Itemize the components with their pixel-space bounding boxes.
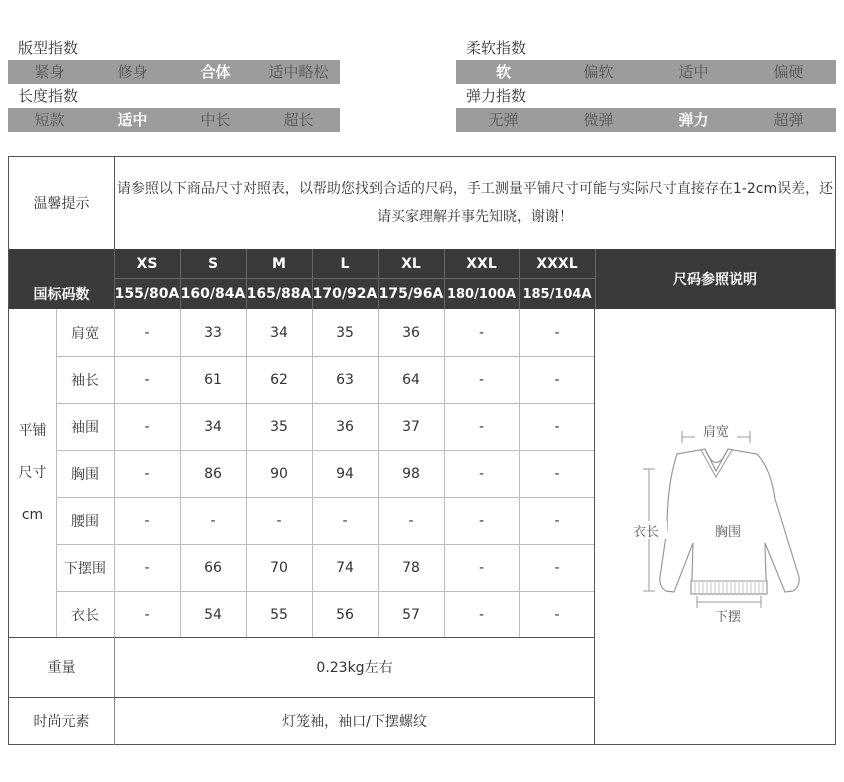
style-index-bar — [8, 60, 340, 84]
divider — [56, 309, 57, 637]
length-index — [8, 85, 340, 132]
measure-value: - — [144, 324, 150, 341]
elasticity-index — [456, 85, 836, 132]
intl-code: 170/92A — [312, 286, 378, 302]
measure-value: - — [478, 512, 485, 529]
softness-option: 偏软 — [583, 63, 614, 81]
measure-value: - — [554, 324, 560, 341]
measure-value: - — [342, 512, 348, 529]
measure-value: 34 — [270, 324, 288, 341]
style-option-selected: 合体 — [200, 63, 231, 81]
measure-value: - — [144, 606, 150, 623]
measure-value: 33 — [204, 324, 222, 341]
size-header: XL — [401, 256, 421, 272]
measure-value: - — [554, 559, 560, 576]
divider — [519, 309, 520, 637]
measure-value: - — [478, 418, 485, 435]
measure-value: - — [478, 371, 485, 388]
softness-index-label: 柔软指数 — [466, 39, 527, 57]
style-index — [8, 37, 340, 84]
measure-value: - — [478, 324, 485, 341]
intl-code: 175/96A — [378, 286, 444, 302]
style-index-label: 版型指数 — [18, 39, 79, 57]
divider — [56, 356, 595, 357]
measure-value: - — [144, 371, 150, 388]
softness-index — [456, 37, 836, 84]
intl-code: 180/100A — [446, 286, 517, 302]
intl-code: 155/80A — [114, 286, 180, 302]
measure-value: - — [144, 465, 150, 482]
measure-value: 66 — [204, 559, 222, 576]
length-index-label: 长度指数 — [18, 87, 79, 105]
measure-value: - — [554, 418, 560, 435]
divider — [56, 544, 595, 545]
measure-value: - — [478, 559, 485, 576]
size-header: S — [207, 256, 219, 272]
flat-measure-line: 平铺 — [18, 423, 47, 439]
measure-value: 54 — [204, 606, 222, 623]
measure-value: 86 — [204, 465, 222, 482]
measure-value: 35 — [270, 418, 288, 435]
intl-code: 160/84A — [180, 286, 246, 302]
divider — [312, 309, 313, 637]
measure-value: 35 — [336, 324, 354, 341]
length-option-selected: 适中 — [117, 111, 148, 129]
measure-name: 衣长 — [71, 607, 99, 624]
style-option: 修身 — [117, 63, 148, 81]
softness-option: 偏硬 — [773, 63, 804, 81]
intl-code-label: 国标码数 — [33, 287, 90, 303]
chest-label: 胸围 — [714, 524, 741, 540]
measure-name: 袖长 — [71, 372, 99, 389]
divider — [114, 309, 115, 637]
measure-value: 34 — [204, 418, 222, 435]
tip-text: 请参照以下商品尺寸对照表，以帮助您找到合适的尺码，手工测量平铺尺寸可能与实际尺寸直接存在1-2cm误差，还请买家理解并事先知晓，谢谢！ — [116, 181, 834, 225]
softness-option: 适中 — [678, 63, 709, 81]
divider — [114, 249, 115, 309]
measure-value: - — [554, 465, 560, 482]
length-option: 中长 — [200, 111, 231, 129]
measure-value: - — [144, 512, 150, 529]
measure-value: - — [554, 371, 560, 388]
intl-code: 165/88A — [246, 286, 312, 302]
divider — [595, 249, 596, 309]
measure-value: 63 — [336, 371, 354, 388]
measure-value: 74 — [336, 559, 354, 576]
weight-label: 重量 — [47, 660, 76, 676]
measure-value: 56 — [336, 606, 354, 623]
elasticity-index-label: 弹力指数 — [466, 87, 527, 105]
shoulder-width-label: 肩宽 — [695, 421, 737, 439]
measure-value: 98 — [402, 465, 420, 482]
flat-measure-label — [9, 309, 56, 637]
divider — [114, 278, 595, 279]
size-header: L — [340, 256, 350, 272]
measure-value: - — [276, 512, 282, 529]
fashion-value: 灯笼袖，袖口/下摆螺纹 — [282, 714, 427, 730]
measure-value: 64 — [402, 371, 420, 388]
measure-value: 37 — [402, 418, 420, 435]
measure-value: 70 — [270, 559, 288, 576]
measure-value: 55 — [270, 606, 288, 623]
divider — [246, 309, 247, 637]
measure-value: 78 — [402, 559, 420, 576]
divider — [56, 450, 595, 451]
length-index-bar — [8, 108, 340, 132]
sweater-diagram — [595, 309, 836, 745]
measure-value: - — [144, 418, 150, 435]
measure-value: 61 — [204, 371, 222, 388]
intl-code: 185/104A — [522, 286, 592, 302]
measure-value: 57 — [402, 606, 420, 623]
measure-name: 袖围 — [71, 419, 99, 436]
measure-value: 62 — [270, 371, 288, 388]
measure-name: 肩宽 — [71, 325, 99, 342]
divider — [246, 249, 247, 309]
divider — [378, 309, 379, 637]
divider — [56, 591, 595, 592]
divider — [378, 249, 379, 309]
divider — [56, 403, 595, 404]
size-header: M — [272, 256, 286, 272]
flat-measure-line: cm — [21, 507, 44, 523]
elasticity-option: 无弹 — [488, 111, 519, 129]
elasticity-option: 微弹 — [583, 111, 614, 129]
softness-index-bar — [456, 60, 836, 84]
measure-value: - — [210, 512, 216, 529]
style-option: 紧身 — [34, 63, 65, 81]
measure-value: 90 — [270, 465, 288, 482]
elasticity-index-bar — [456, 108, 836, 132]
size-header: XS — [136, 256, 158, 272]
length-option: 短款 — [34, 111, 65, 129]
flat-measure-line: 尺寸 — [18, 465, 47, 481]
weight-value: 0.23kg左右 — [316, 660, 393, 676]
measure-value: 94 — [336, 465, 354, 482]
garment-length-label: 衣长 — [625, 521, 667, 539]
divider — [444, 249, 445, 309]
divider — [519, 249, 520, 309]
measure-value: - — [554, 512, 560, 529]
elasticity-option: 超弹 — [773, 111, 804, 129]
fashion-label: 时尚元素 — [33, 714, 90, 730]
softness-option-selected: 软 — [495, 63, 511, 81]
tip-label: 温馨提示 — [33, 196, 90, 212]
size-header: XXXL — [536, 256, 578, 272]
measure-value: - — [554, 606, 560, 623]
size-reference-label: 尺码参照说明 — [673, 272, 757, 288]
measure-value: - — [478, 606, 485, 623]
measure-value: - — [408, 512, 414, 529]
length-option: 超长 — [283, 111, 314, 129]
measure-value: 36 — [402, 324, 420, 341]
size-header: XXL — [466, 256, 497, 272]
measure-name: 胸围 — [71, 466, 99, 483]
elasticity-option-selected: 弹力 — [678, 111, 709, 129]
hem-label: 下摆 — [714, 609, 741, 625]
measure-name: 下摆围 — [64, 560, 106, 577]
divider — [312, 249, 313, 309]
measure-value: 36 — [336, 418, 354, 435]
divider — [444, 309, 445, 637]
measure-value: - — [478, 465, 485, 482]
divider — [180, 249, 181, 309]
size-table — [8, 156, 836, 745]
divider — [56, 497, 595, 498]
measure-value: - — [144, 559, 150, 576]
style-option: 适中略松 — [268, 63, 329, 81]
measure-name: 腰围 — [71, 513, 99, 530]
divider — [180, 309, 181, 637]
